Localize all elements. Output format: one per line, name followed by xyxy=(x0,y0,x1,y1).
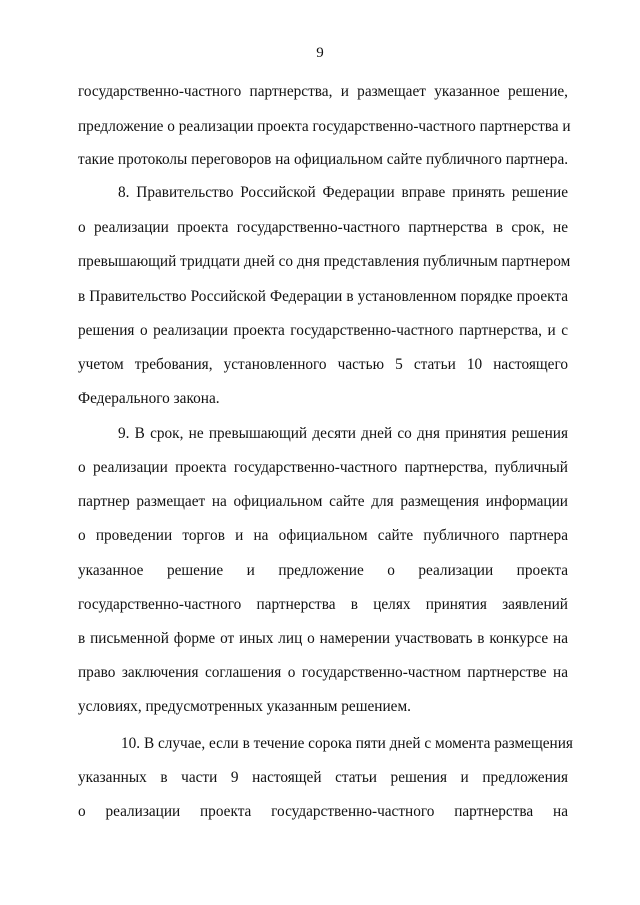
paragraph-9-start: 9. В срок, не превышающий десяти дней со дня принятия решения xyxy=(118,425,568,442)
text-line: указанных в части 9 настоящей статьи решения и предложения xyxy=(78,769,568,786)
text-line: о реализации проекта государственно-частного партнерства на xyxy=(78,803,568,820)
text-line: о реализации проекта государственно-частного партнерства в срок, не xyxy=(78,219,568,236)
text-line: учетом требования, установленного частью 5 статьи 10 настоящего xyxy=(78,356,568,373)
text-line: государственно-частного партнерства в целях принятия заявлений xyxy=(78,596,568,613)
text-line: партнер размещает на официальном сайте для размещения информации xyxy=(78,493,568,510)
text-line: Федерального закона. xyxy=(78,390,220,407)
text-line: такие протоколы переговоров на официальном сайте публичного партнера. xyxy=(78,151,569,168)
text-line: решения о реализации проекта государственно-частного партнерства, и с xyxy=(78,322,568,339)
text-line: о реализации проекта государственно-частного партнерства, публичный xyxy=(78,459,568,476)
page-number: 9 xyxy=(316,45,324,61)
text-line: в Правительство Российской Федерации в установленном порядке проекта xyxy=(78,288,568,305)
text-line: в письменной форме от иных лиц о намерении участвовать в конкурсе на xyxy=(78,630,568,647)
paragraph-8-start: 8. Правительство Российской Федерации вправе принять решение xyxy=(118,184,568,201)
text-line: о проведении торгов и на официальном сайте публичного партнера xyxy=(78,527,568,544)
text-line: превышающий тридцати дней со дня представления публичным партнером xyxy=(78,253,571,270)
text-line: государственно-частного партнерства, и размещает указанное решение, xyxy=(78,83,568,100)
text-line: условиях, предусмотренных указанным решением. xyxy=(78,698,411,715)
text-line: предложение о реализации проекта государственно-частного партнерства и xyxy=(78,118,571,135)
text-line: указанное решение и предложение о реализации проекта xyxy=(78,562,568,579)
paragraph-10-start: 10. В случае, если в течение сорока пяти дней с момента размещения xyxy=(121,735,573,752)
text-line: право заключения соглашения о государственно-частном партнерстве на xyxy=(78,664,568,681)
